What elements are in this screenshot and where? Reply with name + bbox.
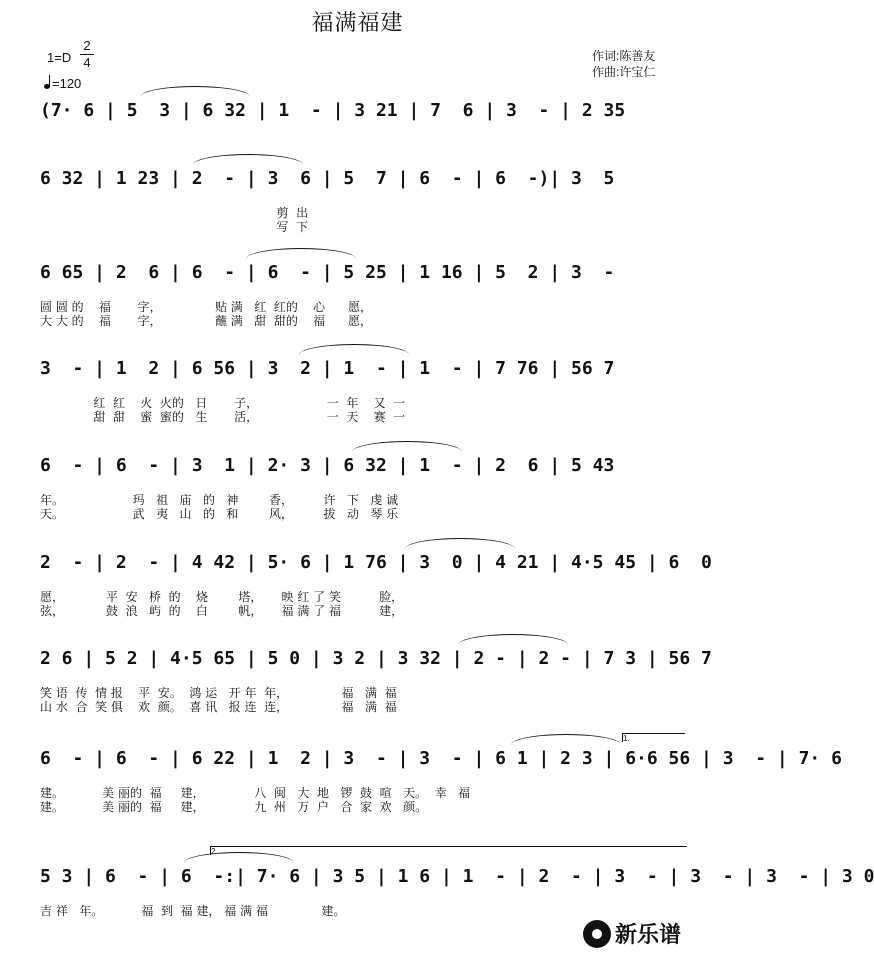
volta-first-ending: 1. <box>622 733 685 742</box>
lyric-verse-1: 圆 圆 的 福 字， 贴 满 红 红的 心 愿， <box>40 300 373 314</box>
notes-line: 6 - | 6 - | 3 1 | 2· 3 | 6 32 | 1 - | 2 6 | 5 43 <box>40 455 615 476</box>
slur-arc <box>511 734 621 745</box>
lyric-verse-1: 建。 美 丽的 福 建， 八 闽 大 地 锣 鼓 喧 天。 幸 福 <box>40 786 471 800</box>
tempo-value: =120 <box>52 76 82 91</box>
lyric-verse-1: 笑 语 传 情 报 平 安。 鸿 运 开 年 年， 福 满 福 <box>40 686 397 700</box>
lyric-verse-2: 写 下 <box>40 220 309 234</box>
notes-line: 6 - | 6 - | 6 22 | 1 2 | 3 - | 3 - | 6 1 | 2 3 | 6·6 56 | 3 - | 7· 6 <box>40 748 842 769</box>
lyric-verse-1: 愿， 平 安 桥 的 烧 塔， 映 红 了 笑 脸， <box>40 590 404 604</box>
slur-arc <box>299 344 409 355</box>
notes-line: 3 - | 1 2 | 6 56 | 3 2 | 1 - | 1 - | 7 76 | 56 7 <box>40 358 615 379</box>
notes-line: (7· 6 | 5 3 | 6 32 | 1 - | 3 21 | 7 6 | 3 - | 2 35 <box>40 100 626 121</box>
watermark-text: 新乐谱 <box>615 923 682 948</box>
slur-arc <box>193 154 303 165</box>
key-signature: 1=D <box>47 50 72 65</box>
slur-arc <box>140 86 250 97</box>
notes-line: 6 65 | 2 6 | 6 - | 6 - | 5 25 | 1 16 | 5 2 | 3 - <box>40 262 615 283</box>
credits <box>592 48 655 80</box>
notes-line: 2 - | 2 - | 4 42 | 5· 6 | 1 76 | 3 0 | 4 21 | 4·5 45 | 6 0 <box>40 552 712 573</box>
lyric-verse-1: 剪 出 <box>40 206 309 220</box>
time-signature-top: 2 <box>83 38 91 53</box>
slur-arc <box>458 634 568 645</box>
lyric-verse-1: 吉 祥 年。 福 到 福 建， 福 满 福 建。 <box>40 904 346 918</box>
notes-line: 6 32 | 1 23 | 2 - | 3 6 | 5 7 | 6 - | 6 -)| 3 5 <box>40 168 615 189</box>
lyric-verse-2: 甜 甜 蜜 蜜的 生 活， 一 天 赛 一 <box>40 410 406 424</box>
time-signature-bottom: 4 <box>83 55 91 70</box>
time-signature <box>80 38 94 71</box>
composer: 作曲:许宝仁 <box>592 65 656 79</box>
lyric-verse-2: 弦， 鼓 浪 屿 的 白 帆， 福 满 了 福 建， <box>40 604 404 618</box>
slur-arc <box>352 441 462 452</box>
lyric-verse-2: 建。 美 丽的 福 建， 九 州 万 户 合 家 欢 颜。 <box>40 800 428 814</box>
tempo-marking <box>44 76 81 91</box>
lyricist: 作词:陈善友 <box>592 49 656 63</box>
lyric-verse-2: 大 大 的 福 字， 蘸 满 甜 甜的 福 愿， <box>40 314 373 328</box>
lyric-verse-2: 山 水 合 笑 俱 欢 颜。 喜 讯 报 连 连， 福 满 福 <box>40 700 397 714</box>
quarter-note-icon <box>44 84 50 89</box>
watermark-logo <box>583 918 681 949</box>
lyric-verse-1: 红 红 火 火的 日 子， 一 年 又 一 <box>40 396 406 410</box>
lyric-verse-2: 天。 武 夷 山 的 和 风， 拔 动 琴 乐 <box>40 507 399 521</box>
notes-line: 2 6 | 5 2 | 4·5 65 | 5 0 | 3 2 | 3 32 | 2 - | 2 - | 7 3 | 56 7 <box>40 648 712 669</box>
slur-arc <box>405 538 515 549</box>
lyric-verse-1: 年。 玛 祖 庙 的 神 香， 许 下 虔 诚 <box>40 493 399 507</box>
slur-arc <box>246 248 356 259</box>
notes-line: 5 3 | 6 - | 6 -:| 7· 6 | 3 5 | 1 6 | 1 - | 2 - | 3 - | 3 - | 3 - | 3 0 <box>40 866 874 887</box>
song-title: 福满福建 <box>311 11 404 36</box>
volta-second-ending: 2 <box>210 846 687 855</box>
vinyl-disc-icon <box>583 920 611 948</box>
